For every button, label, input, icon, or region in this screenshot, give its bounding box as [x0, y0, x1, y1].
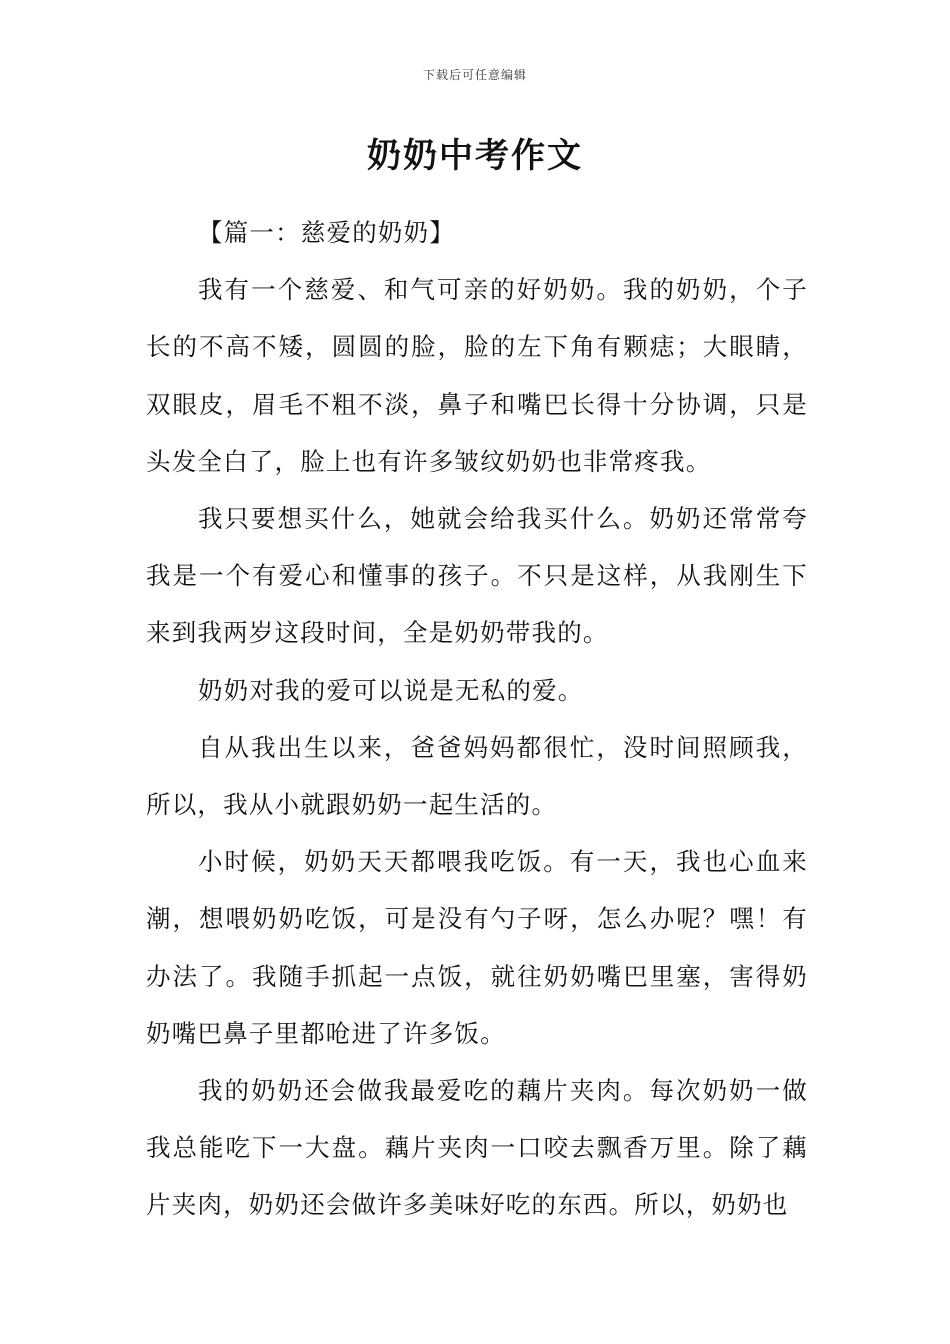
document-body [146, 204, 808, 1234]
paragraph-2: 我只要想买什么，她就会给我买什么。奶奶还常常夸我是一个有爱心和懂事的孩子。不只是这样，从我刚生下来到我两岁这段时间，全是奶奶带我的。 [146, 504, 808, 648]
paragraph-3: 奶奶对我的爱可以说是无私的爱。 [198, 675, 584, 705]
paragraph-6: 我的奶奶还会做我最爱吃的藕片夹肉。每次奶奶一做我总能吃下一大盘。藕片夹肉一口咬去飘香万里。除了藕片夹肉，奶奶还会做许多美味好吃的东西。所以，奶奶也 [146, 1076, 808, 1220]
paragraph-5: 小时候，奶奶天天都喂我吃饭。有一天，我也心血来潮，想喂奶奶吃饭，可是没有勺子呀，怎么办呢？嘿！有办法了。我随手抓起一点饭，就往奶奶嘴巴里塞，害得奶奶嘴巴鼻子里都呛进了许多饭。 [146, 847, 808, 1048]
document-title: 奶奶中考作文 [367, 136, 583, 176]
header-note: 下载后可任意编辑 [422, 68, 527, 82]
section-heading: 【篇一：慈爱的奶奶】 [198, 218, 455, 247]
paragraph-1: 我有一个慈爱、和气可亲的好奶奶。我的奶奶，个子长的不高不矮，圆圆的脸，脸的左下角有颗痣；大眼睛，双眼皮，眉毛不粗不淡，鼻子和嘴巴长得十分协调，只是头发全白了，脸上也有许多皱纹奶奶也非常疼我。 [146, 275, 808, 476]
paragraph-4: 自从我出生以来，爸爸妈妈都很忙，没时间照顾我，所以，我从小就跟奶奶一起生活的。 [146, 732, 808, 820]
